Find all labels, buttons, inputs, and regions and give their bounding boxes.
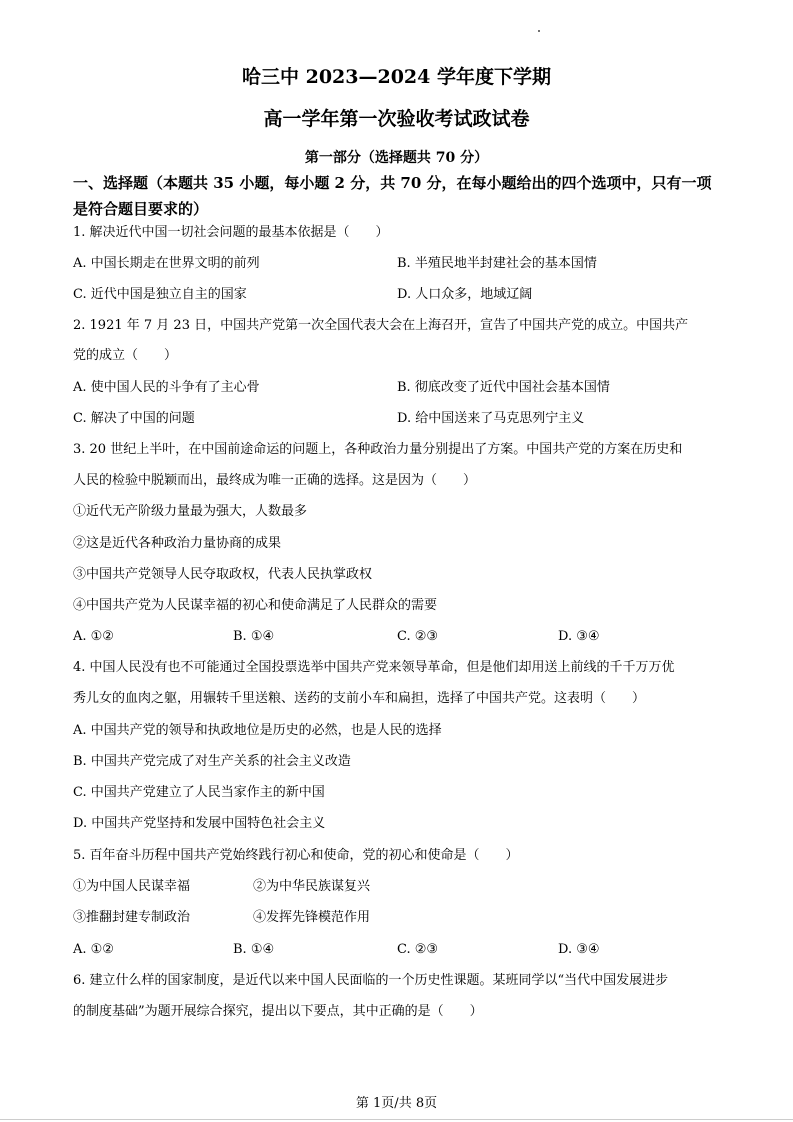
page-number: 第 1页/共 8页 [355, 1096, 438, 1111]
q3-option-a: A. ①② [73, 629, 114, 644]
q6-stem-line1: 6. 建立什么样的国家制度，是近代以来中国人民面临的一个历史性课题。某班同学以“当代中国发展进步 [73, 973, 669, 988]
q5-option-d: D. ③④ [558, 942, 600, 957]
q6-stem-line2: 的制度基础”为题开展综合探究，提出以下要点，其中正确的是（ ） [73, 1004, 483, 1019]
q2-option-a: A. 使中国人民的斗争有了主心骨 [73, 380, 260, 395]
q5-statement-1: ①为中国人民谋幸福 [73, 879, 191, 894]
q4-option-a: A. 中国共产党的领导和执政地位是历史的必然，也是人民的选择 [73, 723, 442, 738]
q5-option-c: C. ②③ [397, 942, 439, 957]
exam-title: 高一学年第一次验收考试政试卷 [263, 108, 530, 130]
part-title: 第一部分（选择题共 70 分） [304, 150, 489, 166]
q3-statement-4: ④中国共产党为人民谋幸福的初心和使命满足了人民群众的需要 [73, 598, 438, 613]
q5-option-b: B. ①④ [233, 942, 275, 957]
q2-option-d: D. 给中国送来了马克思列宁主义 [397, 411, 585, 426]
q5-statement-3: ③推翻封建专制政治 [73, 910, 191, 925]
q5-option-a: A. ①② [73, 942, 114, 957]
scan-dot [538, 30, 540, 32]
q3-option-b: B. ①④ [233, 629, 275, 644]
q4-stem-line1: 4. 中国人民没有也不可能通过全国投票选举中国共产党来领导革命，但是他们却用送上前线的千千万万优 [73, 660, 675, 675]
q1-option-d: D. 人口众多，地域辽阔 [397, 287, 533, 302]
q2-stem-line1: 2. 1921 年 7 月 23 日，中国共产党第一次全国代表大会在上海召开，宣告了中国共产党的成立。中国共产 [73, 318, 689, 333]
q3-statement-1: ①近代无产阶级力量最为强大，人数最多 [73, 504, 308, 519]
q2-option-b: B. 彻底改变了近代中国社会基本国情 [397, 380, 610, 395]
q1-option-a: A. 中国长期走在世界文明的前列 [73, 256, 260, 271]
q3-stem-line1: 3. 20 世纪上半叶，在中国前途命运的问题上，各种政治力量分别提出了方案。中国共产党的方案在历史和 [73, 442, 683, 457]
q4-stem-line2: 秀儿女的血肉之躯，用辗转千里送粮、送药的支前小车和扁担，选择了中国共产党。这表明（ ） [73, 691, 646, 706]
q5-statement-4: ④发挥先锋模范作用 [253, 910, 371, 925]
q1-stem: 1. 解决近代中国一切社会问题的最基本依据是（ ） [73, 225, 389, 240]
q1-option-c: C. 近代中国是独立自主的国家 [73, 287, 247, 302]
section-heading: 一、选择题（本题共 35 小题，每小题 2 分，共 70 分，在每小题给出的四个选项中，只有一项是符合题目要求的） [73, 174, 712, 218]
q4-option-c: C. 中国共产党建立了人民当家作主的新中国 [73, 785, 325, 800]
q5-stem: 5. 百年奋斗历程中国共产党始终践行初心和使命，党的初心和使命是（ ） [73, 848, 519, 863]
school-title: 哈三中 2023—2024 学年度下学期 [242, 66, 551, 88]
q5-statement-2: ②为中华民族谋复兴 [253, 879, 371, 894]
q4-option-d: D. 中国共产党坚持和发展中国特色社会主义 [73, 816, 326, 831]
q3-statement-3: ③中国共产党领导人民夺取政权，代表人民执掌政权 [73, 567, 373, 582]
q3-option-d: D. ③④ [558, 629, 600, 644]
q3-stem-line2: 人民的检验中脱颖而出，最终成为唯一正确的选择。这是因为（ ） [73, 473, 477, 488]
q2-stem-line2: 党的成立（ ） [73, 348, 178, 363]
q1-option-b: B. 半殖民地半封建社会的基本国情 [397, 256, 597, 271]
q2-option-c: C. 解决了中国的问题 [73, 411, 195, 426]
q3-option-c: C. ②③ [397, 629, 439, 644]
q3-statement-2: ②这是近代各种政治力量协商的成果 [73, 536, 282, 551]
q4-option-b: B. 中国共产党完成了对生产关系的社会主义改造 [73, 754, 351, 769]
page-bottom-edge [0, 1119, 793, 1120]
